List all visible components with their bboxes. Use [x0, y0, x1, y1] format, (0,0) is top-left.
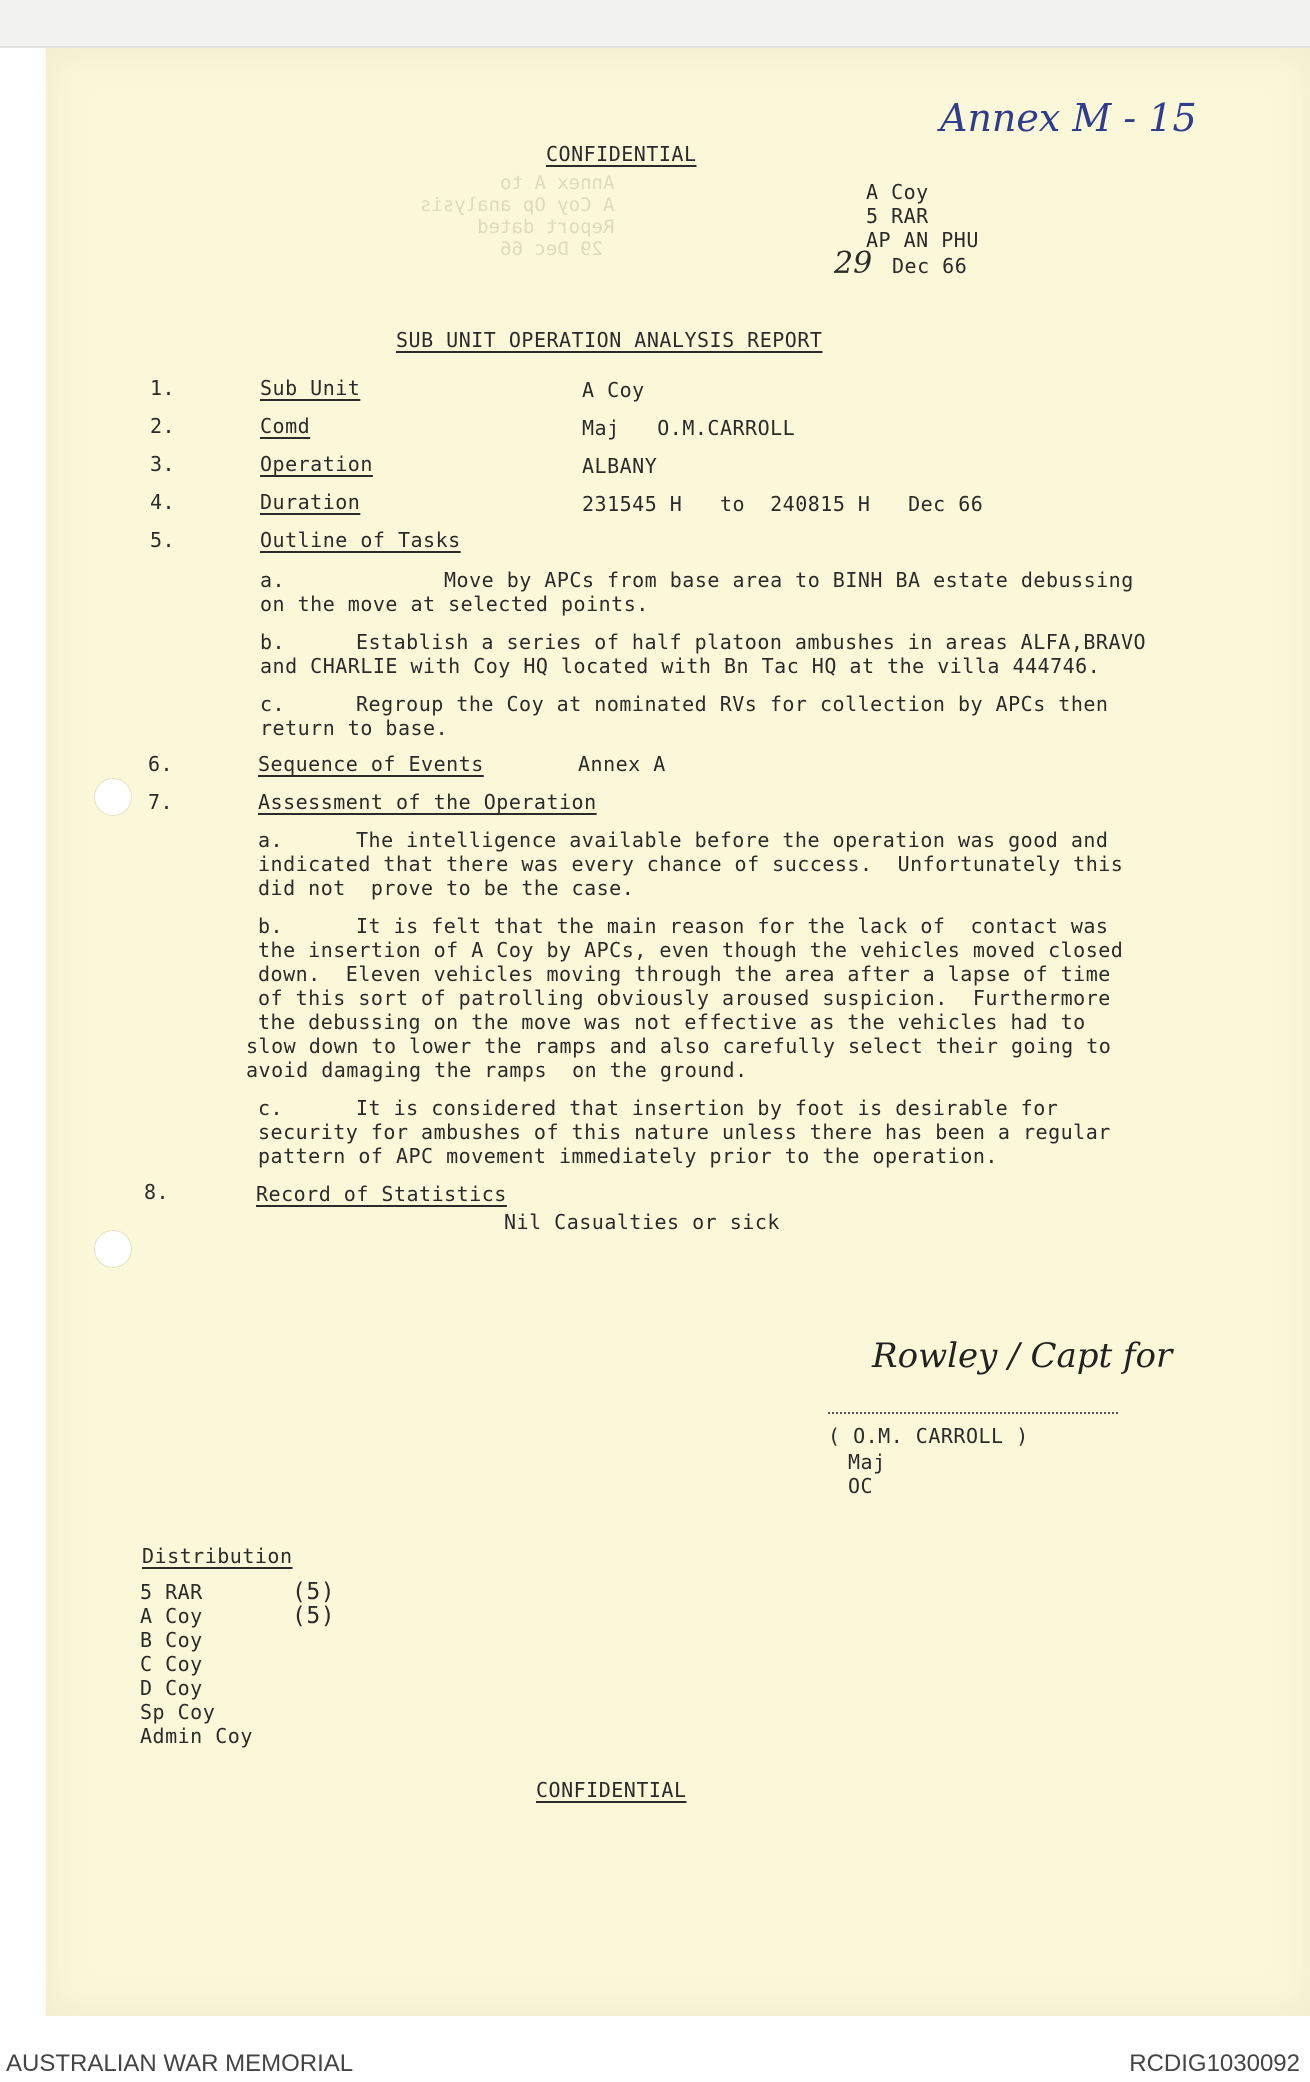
annex-annotation: Annex M - 15: [940, 96, 1197, 140]
assessment-line: slow down to lower the ramps and also carefully select their going to: [246, 1034, 1112, 1058]
assessment-line: did not prove to be the case.: [258, 876, 635, 900]
distribution-heading: Distribution: [142, 1544, 293, 1568]
signatory-rank: Maj: [848, 1450, 886, 1474]
assessment-line: indicated that there was every chance of success. Unfortunately this: [258, 852, 1124, 876]
distribution-unit: 5 RAR: [140, 1580, 203, 1604]
item-value: 231545 H to 240815 H Dec 66: [582, 492, 984, 516]
task-line: and CHARLIE with Coy HQ located with Bn Tac HQ at the villa 444746.: [260, 654, 1101, 678]
punch-hole: [94, 778, 132, 816]
distribution-unit: A Coy: [140, 1604, 203, 1628]
bleed-through-text: Annex A to A Coy Op analysis Report dated 29 Dec 66: [420, 172, 615, 260]
unit-line-3: AP AN PHU: [866, 228, 979, 252]
item-label: Sequence of Events: [258, 752, 484, 776]
signature-line: [828, 1412, 1118, 1414]
assessment-line: It is felt that the main reason for the lack of contact was: [356, 914, 1109, 938]
assessment-line: the insertion of A Coy by APCs, even though the vehicles moved closed: [258, 938, 1124, 962]
item-number: 4.: [150, 490, 176, 514]
task-line: Regroup the Coy at nominated RVs for collection by APCs then: [356, 692, 1109, 716]
item-number: 1.: [150, 376, 176, 400]
item-number: 2.: [150, 414, 176, 438]
item-label: Sub Unit: [260, 376, 361, 400]
signatory-name: ( O.M. CARROLL ): [828, 1424, 1029, 1448]
task-letter: a.: [260, 568, 286, 592]
signatory-appointment: OC: [848, 1474, 874, 1498]
item-label: Comd: [260, 414, 311, 438]
item-number: 8.: [144, 1180, 170, 1204]
unit-line-1: A Coy: [866, 180, 929, 204]
assessment-line: the debussing on the move was not effective as the vehicles had to: [258, 1010, 1086, 1034]
archive-footer-left: AUSTRALIAN WAR MEMORIAL: [6, 2050, 354, 2077]
task-line: Move by APCs from base area to BINH BA estate debussing: [444, 568, 1134, 592]
assessment-line: security for ambushes of this nature unless there has been a regular: [258, 1120, 1111, 1144]
task-letter: b.: [260, 630, 286, 654]
item-number: 6.: [148, 752, 174, 776]
assessment-line: of this sort of patrolling obviously aroused suspicion. Furthermore: [258, 986, 1111, 1010]
assessment-line: The intelligence available before the operation was good and: [356, 828, 1109, 852]
item-value: ALBANY: [582, 454, 658, 478]
task-letter: c.: [260, 692, 286, 716]
distribution-unit: D Coy: [140, 1676, 203, 1700]
classification-top: CONFIDENTIAL: [546, 142, 697, 166]
item-label: Duration: [260, 490, 361, 514]
distribution-copies: (5): [292, 1603, 336, 1629]
assessment-line: down. Eleven vehicles moving through the area after a lapse of time: [258, 962, 1111, 986]
item-number: 3.: [150, 452, 176, 476]
signature-handwritten: Rowley / Capt for: [872, 1336, 1173, 1376]
archive-footer-right: RCDIG1030092: [1129, 2050, 1300, 2077]
report-title: SUB UNIT OPERATION ANALYSIS REPORT: [396, 328, 823, 352]
item-value: A Coy: [582, 378, 645, 402]
item-number: 5.: [150, 528, 176, 552]
item-value: Annex A: [578, 752, 666, 776]
item-label: Operation: [260, 452, 373, 476]
distribution-copies: (5): [292, 1579, 336, 1605]
assessment-line: pattern of APC movement immediately prior to the operation.: [258, 1144, 998, 1168]
distribution-unit: B Coy: [140, 1628, 203, 1652]
item-number: 7.: [148, 790, 174, 814]
classification-bottom: CONFIDENTIAL: [536, 1778, 687, 1802]
assessment-line: avoid damaging the ramps on the ground.: [246, 1058, 748, 1082]
item-label: Assessment of the Operation: [258, 790, 597, 814]
unit-line-2: 5 RAR: [866, 204, 929, 228]
item-value: Maj O.M.CARROLL: [582, 416, 796, 440]
task-line: return to base.: [260, 716, 449, 740]
item-label: Record of Statistics: [256, 1182, 507, 1206]
distribution-unit: C Coy: [140, 1652, 203, 1676]
scan-top-border: [0, 0, 1310, 48]
task-line: on the move at selected points.: [260, 592, 649, 616]
statistics-text: Nil Casualties or sick: [504, 1210, 780, 1234]
task-line: Establish a series of half platoon ambushes in areas ALFA,BRAVO: [356, 630, 1147, 654]
assessment-letter: a.: [258, 828, 284, 852]
assessment-letter: b.: [258, 914, 284, 938]
assessment-letter: c.: [258, 1096, 284, 1120]
distribution-unit: Sp Coy: [140, 1700, 216, 1724]
punch-hole: [94, 1230, 132, 1268]
assessment-line: It is considered that insertion by foot is desirable for: [356, 1096, 1059, 1120]
handwritten-date: 29: [834, 246, 873, 281]
unit-line-4: Dec 66: [892, 254, 968, 278]
distribution-unit: Admin Coy: [140, 1724, 253, 1748]
item-label: Outline of Tasks: [260, 528, 461, 552]
